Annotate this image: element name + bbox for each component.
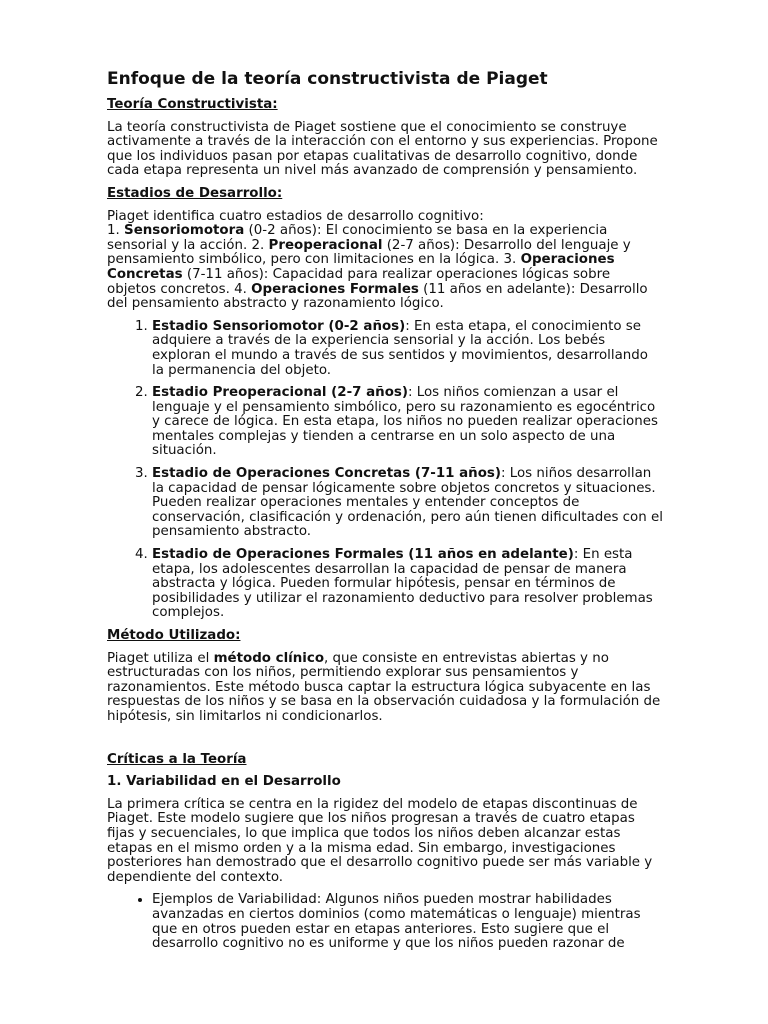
list-item: 2. Estadio Preoperacional (2-7 años): Los niños comienzan a usar el lenguaje y el pensamiento simbólico, pero su razonamiento es egocéntrico y carece de lógica. En esta etapa, los niños no pueden realizar operaciones mentales complejas y tienden a centrarse en un solo aspecto de una situación.: [152, 386, 663, 459]
method-name: método clínico: [213, 650, 325, 666]
blank-line: [107, 733, 663, 753]
stage-name: Operaciones Formales: [251, 281, 419, 297]
stage-name: Preoperacional: [268, 237, 383, 253]
stage-name: Operaciones Concretas: [107, 252, 615, 282]
stage-title: Estadio Sensoriomotor (0-2 años): [152, 318, 406, 334]
stage-name: Sensoriomotora: [124, 223, 245, 239]
theory-paragraph: La teoría constructivista de Piaget sostiene que el conocimiento se construye activamente a través de la interacción con el entorno y sus experiencias. Propone que los individuos pasan por etapas cualitativas de desarrollo cognitivo, donde cada etapa representa un nivel más avanzado de comprensión y pensamiento.: [107, 119, 658, 179]
list-item: • Ejemplos de Variabilidad: Algunos niños pueden mostrar habilidades avanzadas en ciertos dominios (como matemáticas o lenguaje) mientras que en otros pueden estar en etapas anteriores. Esto sugiere que el desarrollo cognitivo no es uniforme y que los niños pueden razonar de: [152, 893, 663, 951]
critique-bullets: [107, 893, 663, 951]
list-item: 3. Estadio de Operaciones Concretas (7-11 años): Los niños desarrollan la capacidad de pensar lógicamente sobre objetos concretos y situaciones. Pueden realizar operaciones mentales y entender conceptos de conservación, clasificación y ordenación, pero aún tienen dificultades con el pensamiento abstracto.: [152, 467, 663, 540]
stage-title: Estadio de Operaciones Formales (11 años en adelante): [152, 547, 574, 563]
stages-summary: Piaget identifica cuatro estadios de desarrollo cognitivo: 1. Sensoriomotora (0-2 años): El conocimiento se basa en la experiencia sensorial y la acción. 2. Preoperacional (2-7 años): Desarrollo del lenguaje y pensamiento simbólico, pero con limitaciones en la lógica. 3. Operaciones Concretas (7-11 años): Capacidad para realizar operaciones lógicas sobre objetos concretos. 4. Operaciones Formales (11 años en adelante): Desarrollo del pensamiento abstracto y razonamiento lógico.: [107, 208, 648, 312]
list-item: 1. Estadio Sensoriomotor (0-2 años): En esta etapa, el conocimiento se adquiere a través de la experiencia sensorial y la acción. Los bebés exploran el mundo a través de sus sentidos y movimientos, desarrollando la permanencia del objeto.: [152, 320, 663, 378]
section-heading-method: Método Utilizado:: [107, 628, 241, 643]
list-item: 4. Estadio de Operaciones Formales (11 años en adelante): En esta etapa, los adolescentes desarrollan la capacidad de pensar de manera abstracta y lógica. Pueden formular hipótesis, pensar en términos de posibilidades y utilizar el razonamiento deductivo para resolver problemas complejos.: [152, 548, 663, 621]
critique-paragraph: La primera crítica se centra en la rigidez del modelo de etapas discontinuas de Piaget. Este modelo sugiere que los niños progresan a través de cuatro etapas fijas y secuenciales, lo que implica que todos los niños deben alcanzar estas etapas en el mismo orden y a la misma edad. Sin embargo, investigaciones posteriores han demostrado que el desarrollo cognitivo puede ser más variable y dependiente del contexto.: [107, 796, 653, 885]
critique-subheading: 1. Variabilidad en el Desarrollo: [107, 774, 341, 790]
stage-title: Estadio de Operaciones Concretas (7-11 años): [152, 466, 501, 482]
document-page: [107, 69, 663, 960]
stage-title: Estadio Preoperacional (2-7 años): [152, 385, 408, 401]
stages-list: [107, 320, 663, 621]
document-title: Enfoque de la teoría constructivista de Piaget: [107, 69, 548, 89]
method-paragraph: Piaget utiliza el método clínico, que consiste en entrevistas abiertas y no estructuradas con los niños, permitiendo explorar sus pensamientos y razonamientos. Este método busca captar la estructura lógica subyacente en las respuestas de los niños y se basa en la observación cuidadosa y la formulación de hipótesis, sin limitarlos ni condicionarlos.: [107, 650, 661, 724]
section-heading-theory: Teoría Constructivista:: [107, 97, 278, 112]
section-heading-critiques: Críticas a la Teoría: [107, 751, 247, 767]
section-heading-stages: Estadios de Desarrollo:: [107, 185, 283, 201]
stages-intro: Piaget identifica cuatro estadios de desarrollo cognitivo:: [107, 208, 484, 224]
